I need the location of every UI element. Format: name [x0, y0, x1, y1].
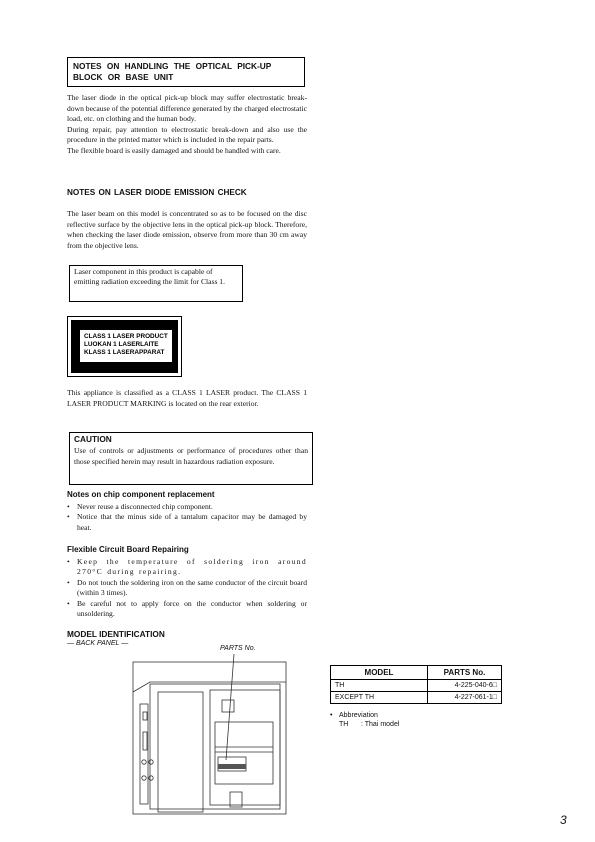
caution-title: CAUTION [74, 434, 112, 444]
laser-check-heading: NOTES ON LASER DIODE EMISSION CHECK [67, 188, 247, 197]
handling-body [67, 93, 307, 157]
flex-item-2: • Do not touch the soldering iron on the same conductor of the circuit board (within 3 times). [67, 578, 307, 599]
abbreviation-key: TH [339, 721, 349, 728]
table-row [331, 692, 502, 704]
model-id-heading: MODEL IDENTIFICATION [67, 629, 165, 639]
laser-warning-text: Laser component in this product is capable of emitting radiation exceeding the limit for Class 1. [74, 267, 225, 287]
handling-para-1: The laser diode in the optical pick-up block may suffer electrostatic break-down because of the potential difference generated by the charged electrostatic load, etc. on clothing and the human body. [67, 93, 307, 124]
jack-4 [149, 776, 153, 780]
laser-label-line-2: LUOKAN 1 LASERLAITE [84, 341, 159, 348]
jack-3 [142, 776, 146, 780]
model-cell: EXCEPT TH [331, 692, 428, 704]
laser-warning-box [69, 265, 243, 302]
parts-cell: 4-227-061-1□ [428, 692, 502, 704]
handling-heading [67, 57, 305, 87]
laser-check-para: The laser beam on this model is concentrated so as to be focused on the disc reflective surface by the objective lens in the optical pick-up block. Therefore, when checking the laser diode emission, observe from more than 30 cm away from the objective lens. [67, 209, 307, 250]
panel-left-section [158, 692, 203, 812]
laser-label-text [80, 330, 172, 362]
flex-list [67, 557, 307, 619]
abbreviation-row [330, 720, 399, 729]
parts-cell: 4-225-040-6□ [428, 680, 502, 692]
laser-label-line-3: KLASS 1 LASERAPPARAT [84, 349, 165, 356]
parts-label-fill [218, 764, 246, 769]
model-col-header: MODEL [331, 666, 428, 680]
classification-body [67, 388, 307, 409]
classification-para: This appliance is classified as a CLASS 1 LASER product. The CLASS 1 LASER PRODUCT MARKING is located on the rear exterior. [67, 388, 307, 408]
chip-item-2: • Notice that the minus side of a tantalum capacitor may be damaged by heat. [67, 512, 307, 533]
flex-item-1: • Keep the temperature of soldering iron around 270°C during repairing. [67, 557, 307, 578]
handling-heading-text: NOTES ON HANDLING THE OPTICAL PICK-UP BLOCK OR BASE UNIT [73, 61, 272, 82]
abbreviation-title-row: • Abbreviation [330, 712, 378, 719]
model-table-header [331, 666, 502, 680]
laser-label-line-1: CLASS 1 LASER PRODUCT [84, 333, 168, 340]
model-cell: TH [331, 680, 428, 692]
panel-switch [143, 712, 147, 720]
jack-2 [149, 760, 153, 764]
laser-check-body [67, 209, 307, 251]
abbreviation-note [330, 711, 399, 729]
chip-list [67, 502, 307, 533]
chip-heading: Notes on chip component replacement [67, 490, 215, 499]
panel-top-edge [133, 682, 286, 692]
laser-label-frame [71, 320, 178, 373]
table-row [331, 680, 502, 692]
panel-connector [143, 732, 147, 750]
model-table [330, 665, 502, 704]
panel-small-square [222, 700, 234, 712]
handling-para-2: During repair, pay attention to electrostatic break-down and also use the procedure in the printed matter which is included in the repair parts. [67, 124, 307, 145]
chip-item-1: • Never reuse a disconnected chip component. [67, 502, 307, 512]
parts-leader-line [226, 654, 234, 760]
caution-text: Use of controls or adjustments or performance of procedures other than those specified herein may result in hazardous radiation exposure. [74, 446, 308, 466]
page-number: 3 [560, 813, 567, 827]
model-id-subheading: — BACK PANEL — [67, 640, 129, 647]
panel-label-area [215, 722, 273, 784]
abbreviation-title: Abbreviation [339, 712, 378, 719]
parts-col-header: PARTS No. [428, 666, 502, 680]
abbreviation-value: : Thai model [361, 721, 400, 728]
panel-outline [133, 662, 286, 814]
parts-no-callout: PARTS No. [220, 645, 256, 652]
jack-1 [142, 760, 146, 764]
panel-right-section [210, 690, 280, 805]
laser-label [67, 316, 182, 377]
flex-heading: Flexible Circuit Board Repairing [67, 545, 189, 554]
caution-box [69, 432, 313, 485]
back-panel-drawing [130, 652, 290, 817]
handling-para-3: The flexible board is easily damaged and should be handled with care. [67, 145, 281, 155]
flex-item-3: • Be careful not to apply force on the conductor when soldering or unsoldering. [67, 599, 307, 620]
